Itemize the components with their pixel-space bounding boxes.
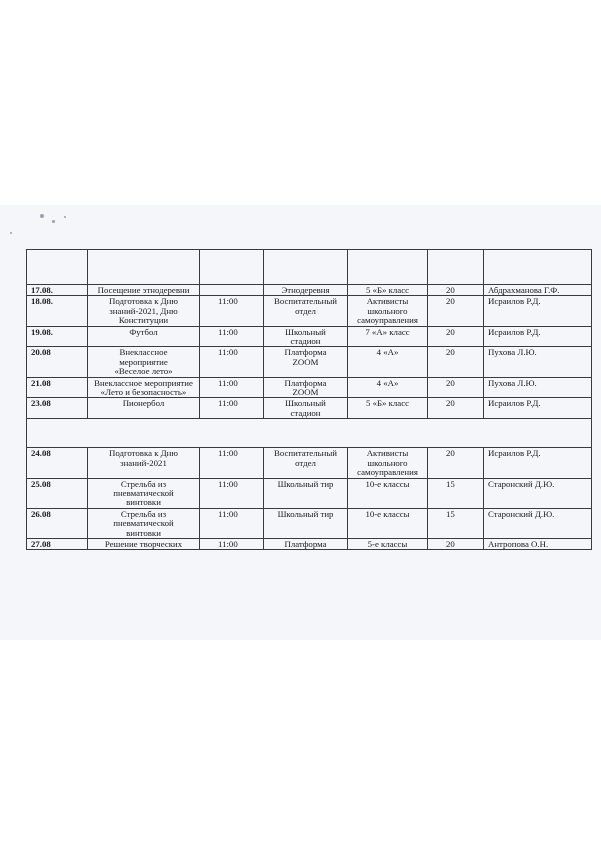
- event-cell-line: мероприятие: [119, 356, 168, 367]
- place-cell-line: Платформа: [284, 377, 327, 388]
- date-cell: 25.08: [27, 478, 88, 508]
- count-cell: 20: [428, 398, 484, 419]
- participants-cell-line: 4 «А»: [376, 377, 399, 388]
- time-cell: 11:00: [200, 538, 264, 549]
- time-cell: [200, 285, 264, 296]
- participants-cell-line: 5 «Б» класс: [365, 285, 410, 295]
- participants-cell: [348, 326, 428, 347]
- date-cell: 20.08: [27, 347, 88, 377]
- responsible-cell: Исраилов Р.Д.: [484, 296, 592, 326]
- participants-cell-line: 10-е классы: [365, 478, 410, 489]
- place-cell-line: Воспитательный: [274, 448, 337, 459]
- count-cell: 20: [428, 296, 484, 326]
- table-row: [27, 508, 592, 538]
- header-cell: [428, 250, 484, 285]
- place-cell: [264, 296, 348, 326]
- count-cell: 20: [428, 448, 484, 478]
- responsible-cell: Старонский Д.Ю.: [484, 478, 592, 508]
- event-cell: [88, 285, 200, 296]
- participants-cell-line: 7 «А» класс: [365, 326, 410, 337]
- participants-cell: [348, 538, 428, 549]
- header-cell: [348, 250, 428, 285]
- participants-cell-line: школьного: [367, 457, 408, 468]
- header-cell: [27, 250, 88, 285]
- participants-cell: [348, 296, 428, 326]
- event-cell-line: Решение творческих: [104, 538, 183, 549]
- header-cell: [484, 250, 592, 285]
- time-cell: 11:00: [200, 398, 264, 419]
- place-cell-line: Платформа: [284, 538, 327, 549]
- participants-cell-line: самоуправления: [357, 467, 418, 478]
- count-cell: 20: [428, 347, 484, 377]
- time-cell: 11:00: [200, 448, 264, 478]
- scan-speck: [52, 220, 55, 223]
- header-cell: [264, 250, 348, 285]
- place-cell-line: отдел: [295, 305, 316, 316]
- event-cell-line: Стрельба из: [120, 478, 167, 489]
- table-row: [27, 326, 592, 347]
- event-cell: [88, 508, 200, 538]
- participants-cell: [348, 285, 428, 296]
- place-cell-line: отдел: [295, 457, 316, 468]
- participants-cell-line: 5 «Б» класс: [365, 398, 410, 409]
- table-header-row: [27, 250, 592, 285]
- event-cell-line: пневматической: [113, 518, 174, 529]
- responsible-cell: Пухова Л.Ю.: [484, 347, 592, 377]
- participants-cell-line: школьного: [367, 305, 408, 316]
- scan-speck: [40, 214, 44, 218]
- table-row: [27, 347, 592, 377]
- place-cell-line: Воспитательный: [274, 296, 337, 307]
- event-cell-line: Подготовка к Дню: [109, 448, 178, 459]
- participants-cell: [348, 377, 428, 398]
- responsible-cell: Антропова О.Н.: [484, 538, 592, 549]
- responsible-cell: Пухова Л.Ю.: [484, 377, 592, 398]
- header-cell: [200, 250, 264, 285]
- scan-speck: [10, 232, 12, 234]
- table-row: [27, 285, 592, 296]
- page-break-cell: [27, 419, 592, 448]
- event-cell: [88, 478, 200, 508]
- scan-speck: [64, 216, 66, 218]
- page-break-row: [27, 419, 592, 448]
- event-cell-line: Конституции: [118, 315, 169, 326]
- event-cell-line: Посещение этнодеревни: [97, 285, 190, 295]
- place-cell: [264, 285, 348, 296]
- date-cell: 27.08: [27, 538, 88, 549]
- event-cell: [88, 326, 200, 347]
- event-cell-line: Пионербол: [122, 398, 165, 409]
- time-cell: 11:00: [200, 347, 264, 377]
- place-cell: [264, 508, 348, 538]
- event-cell: [88, 398, 200, 419]
- count-cell: 20: [428, 377, 484, 398]
- place-cell-line: ZOOM: [292, 356, 319, 367]
- participants-cell: [348, 347, 428, 377]
- place-cell: [264, 478, 348, 508]
- schedule-table: [26, 249, 592, 550]
- event-cell-line: Подготовка к Дню: [109, 296, 178, 307]
- place-cell: [264, 347, 348, 377]
- date-cell: 19.08.: [27, 326, 88, 347]
- responsible-cell: Исраилов Р.Д.: [484, 448, 592, 478]
- time-cell: 11:00: [200, 326, 264, 347]
- place-cell: [264, 448, 348, 478]
- responsible-cell: Старонский Д.Ю.: [484, 508, 592, 538]
- time-cell: 11:00: [200, 377, 264, 398]
- participants-cell: [348, 398, 428, 419]
- place-cell: [264, 538, 348, 549]
- table-row: [27, 398, 592, 419]
- count-cell: 15: [428, 508, 484, 538]
- event-cell-line: винтовки: [126, 527, 161, 538]
- table-row: [27, 296, 592, 326]
- responsible-cell: Исраилов Р.Д.: [484, 326, 592, 347]
- date-cell: 18.08.: [27, 296, 88, 326]
- place-cell: [264, 398, 348, 419]
- event-cell-line: Стрельба из: [120, 508, 167, 519]
- place-cell-line: Школьный: [285, 326, 326, 337]
- table-row: [27, 478, 592, 508]
- place-cell-line: стадион: [290, 407, 321, 418]
- event-cell: [88, 296, 200, 326]
- participants-cell: [348, 508, 428, 538]
- event-cell-line: винтовки: [126, 497, 161, 508]
- responsible-cell: Абдрахманова Г.Ф.: [484, 285, 592, 296]
- place-cell: [264, 377, 348, 398]
- participants-cell-line: 10-е классы: [365, 508, 410, 519]
- event-cell: [88, 538, 200, 549]
- date-cell: 21.08: [27, 377, 88, 398]
- place-cell-line: Школьный: [285, 398, 326, 409]
- table-row: [27, 448, 592, 478]
- place-cell-line: ZOOM: [292, 387, 319, 398]
- place-cell-line: Школьный тир: [277, 478, 334, 489]
- participants-cell-line: самоуправления: [357, 315, 418, 326]
- table-row: [27, 377, 592, 398]
- participants-cell-line: Активисты: [366, 296, 409, 307]
- header-cell: [88, 250, 200, 285]
- time-cell: 11:00: [200, 478, 264, 508]
- event-cell-line: «Лето и безопасность»: [100, 387, 187, 398]
- event-cell: [88, 448, 200, 478]
- event-cell-line: Футбол: [129, 326, 158, 337]
- event-cell: [88, 377, 200, 398]
- event-cell-line: пневматической: [113, 487, 174, 498]
- place-cell-line: Платформа: [284, 347, 327, 358]
- count-cell: 20: [428, 285, 484, 296]
- table-row: [27, 538, 592, 549]
- participants-cell: [348, 478, 428, 508]
- place-cell-line: Этнодеревня: [281, 285, 330, 295]
- time-cell: 11:00: [200, 508, 264, 538]
- date-cell: 24.08: [27, 448, 88, 478]
- event-cell-line: Внеклассное: [119, 347, 168, 358]
- place-cell-line: стадион: [290, 336, 321, 347]
- place-cell-line: Школьный тир: [277, 508, 334, 519]
- count-cell: 20: [428, 326, 484, 347]
- event-cell-line: знаний-2021, Дню: [109, 305, 178, 316]
- responsible-cell: Исраилов Р.Д.: [484, 398, 592, 419]
- date-cell: 23.08: [27, 398, 88, 419]
- count-cell: 15: [428, 478, 484, 508]
- event-cell-line: «Веселое лето»: [114, 366, 173, 377]
- event-cell: [88, 347, 200, 377]
- count-cell: 20: [428, 538, 484, 549]
- participants-cell-line: Активисты: [366, 448, 409, 459]
- participants-cell-line: 5-е классы: [367, 538, 408, 549]
- participants-cell-line: 4 «А»: [376, 347, 399, 358]
- time-cell: 11:00: [200, 296, 264, 326]
- place-cell: [264, 326, 348, 347]
- event-cell-line: Внеклассное мероприятие: [94, 377, 193, 388]
- participants-cell: [348, 448, 428, 478]
- date-cell: 17.08.: [27, 285, 88, 296]
- event-cell-line: знаний-2021: [120, 457, 167, 468]
- date-cell: 26.08: [27, 508, 88, 538]
